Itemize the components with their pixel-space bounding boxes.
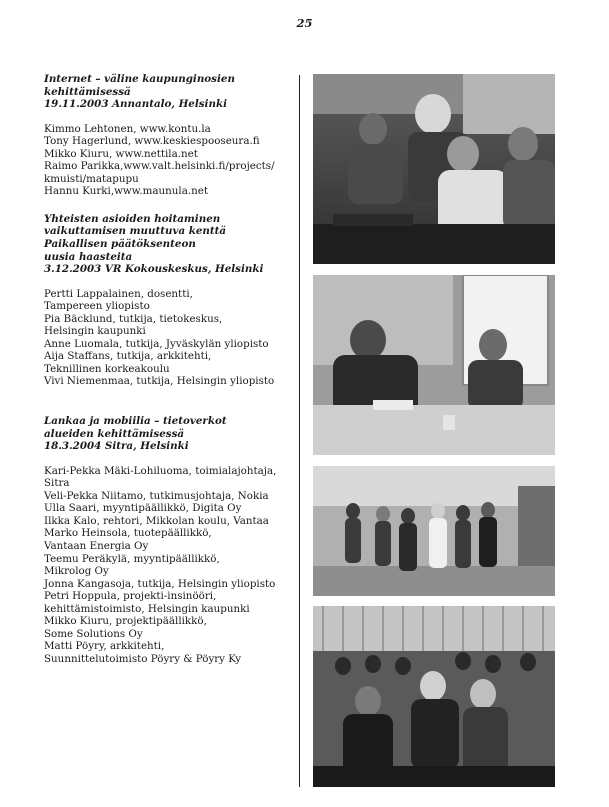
participant-line: Teemu Peräkylä, myyntipäällikkö,	[44, 552, 220, 565]
event-3	[44, 415, 289, 665]
participant-line: Matti Pöyry, arkkitehti,	[44, 640, 165, 653]
event-3-title	[44, 415, 289, 453]
photo-standing-group-image	[313, 466, 555, 596]
photo-seminar-audience-2-image	[313, 606, 555, 787]
event-2-title-line: Yhteisten asioiden hoitaminen	[44, 212, 221, 225]
event-2-title-line: vaikuttamisen muuttuva kenttä	[44, 225, 227, 238]
participant-line: Kimmo Lehtonen, www.kontu.la	[44, 122, 211, 135]
event-1-participants	[44, 123, 289, 198]
participant-line: kmuisti/matapupu	[44, 172, 139, 185]
participant-line: Raimo Parikka,www.valt.helsinki.fi/projects/	[44, 160, 275, 173]
photo-seminar-audience-2	[313, 606, 555, 787]
participant-line: kehittämistoimisto, Helsingin kaupunki	[44, 602, 250, 615]
participant-line: Some Solutions Oy	[44, 627, 143, 640]
event-2-title	[44, 213, 289, 276]
participant-line: Jonna Kangasoja, tutkija, Helsingin yliopisto	[44, 577, 276, 590]
event-3-title-line: alueiden kehittämisessä	[44, 427, 185, 440]
participant-line: Sitra	[44, 477, 70, 490]
event-1	[44, 73, 289, 198]
event-1-title-line: Internet – väline kaupunginosien	[44, 73, 235, 85]
participant-line: Pia Bäcklund, tutkija, tietokeskus,	[44, 312, 223, 325]
participant-line: Mikko Kiuru, projektipäällikkö,	[44, 615, 207, 628]
participant-line: Tampereen yliopisto	[44, 300, 150, 313]
participant-line: Ilkka Kalo, rehtori, Mikkolan koulu, Vantaa	[44, 514, 269, 527]
photo-meeting-table	[313, 275, 555, 455]
participant-line: Anne Luomala, tutkija, Jyväskylän yliopisto	[44, 337, 269, 350]
participant-line: Mikrolog Oy	[44, 565, 109, 578]
event-2-participants	[44, 288, 289, 388]
photo-meeting-table-image	[313, 275, 555, 455]
photo-standing-group	[313, 466, 555, 596]
participant-line: Petri Hoppula, projekti-insinööri,	[44, 590, 217, 603]
event-2-title-line: Paikallisen päätöksenteon	[44, 238, 196, 251]
participant-line: Suunnittelutoimisto Pöyry & Pöyry Ky	[44, 652, 242, 665]
participant-line: Aija Staffans, tutkija, arkkitehti,	[44, 350, 212, 363]
event-3-date-venue: 18.3.2004 Sitra, Helsinki	[44, 440, 189, 453]
participant-line: Marko Heinsola, tuotepäällikkö,	[44, 527, 212, 540]
participant-line: Vivi Niemenmaa, tutkija, Helsingin yliopisto	[44, 375, 275, 388]
page-number: 25	[296, 16, 313, 30]
event-1-date-venue: 19.11.2003 Annantalo, Helsinki	[44, 98, 228, 111]
participant-line: Kari-Pekka Mäki-Lohiluoma, toimialajohtaja,	[44, 464, 277, 477]
participant-line: Ulla Saari, myyntipäällikkö, Digita Oy	[44, 502, 242, 515]
event-2-title-line: uusia haasteita	[44, 250, 133, 263]
participant-line: Mikko Kiuru, www.nettila.net	[44, 147, 198, 160]
photo-seminar-audience-1-image	[313, 74, 555, 264]
event-1-title	[44, 73, 289, 111]
participant-line: Helsingin kaupunki	[44, 325, 146, 338]
photo-seminar-audience-1	[313, 74, 555, 264]
event-2-date-venue: 3.12.2003 VR Kokouskeskus, Helsinki	[44, 263, 264, 276]
participant-line: Tony Hagerlund, www.keskiespooseura.fi	[44, 135, 260, 148]
column-divider	[299, 75, 300, 787]
event-3-participants	[44, 465, 289, 666]
event-2	[44, 213, 289, 388]
event-1-title-line: kehittämisessä	[44, 85, 131, 98]
participant-line: Vantaan Energia Oy	[44, 539, 149, 552]
event-3-title-line: Lankaa ja mobiilia – tietoverkot	[44, 415, 227, 428]
participant-line: Hannu Kurki,www.maunula.net	[44, 185, 208, 198]
participant-line: Teknillinen korkeakoulu	[44, 362, 170, 375]
participant-line: Pertti Lappalainen, dosentti,	[44, 287, 193, 300]
participant-line: Veli-Pekka Niitamo, tutkimusjohtaja, Nokia	[44, 489, 269, 502]
event-list	[44, 73, 289, 665]
